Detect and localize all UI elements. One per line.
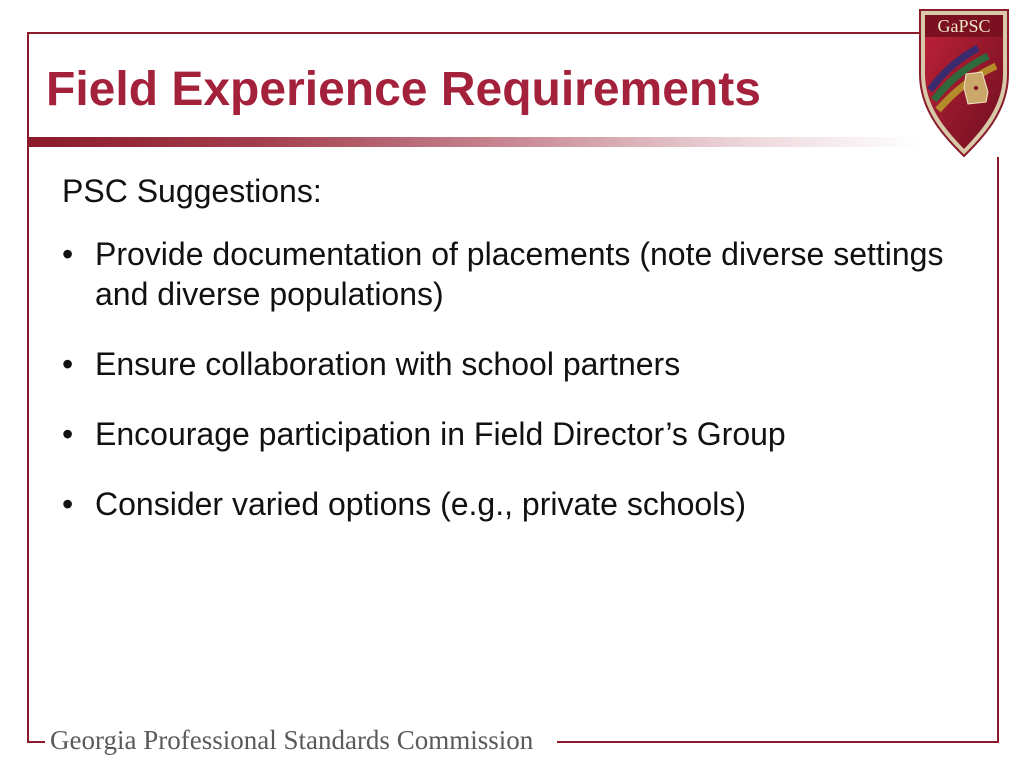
bullet-list [62, 234, 982, 524]
bullet-dot-icon: • [62, 486, 74, 522]
bullet-text: Ensure collaboration with school partners [95, 346, 681, 382]
frame-line-bottom-left [27, 741, 45, 743]
svg-text:GaPSC: GaPSC [937, 16, 991, 36]
bullet-text: Provide documentation of placements (note diverse settings and diverse populations) [95, 236, 944, 312]
title-gradient-rule [29, 137, 921, 147]
gapsc-shield-logo-icon [916, 4, 1012, 160]
slide-title: Field Experience Requirements [46, 63, 761, 116]
bullet-item [62, 344, 982, 384]
bullet-dot-icon: • [62, 346, 74, 382]
bullet-dot-icon: • [62, 416, 74, 452]
bullet-item [62, 484, 982, 524]
bullet-text: Encourage participation in Field Director’s Group [95, 416, 786, 452]
bullet-item [62, 414, 982, 454]
bullet-dot-icon: • [62, 236, 74, 272]
bullet-item [62, 234, 982, 314]
intro-text: PSC Suggestions: [62, 173, 322, 209]
bullet-text: Consider varied options (e.g., private schools) [95, 486, 746, 522]
slide-body [62, 168, 982, 554]
footer-organization-name: Georgia Professional Standards Commission [50, 725, 534, 755]
frame-line-bottom-right [557, 741, 999, 743]
frame-line-right [997, 157, 999, 743]
frame-line-top [27, 32, 920, 34]
